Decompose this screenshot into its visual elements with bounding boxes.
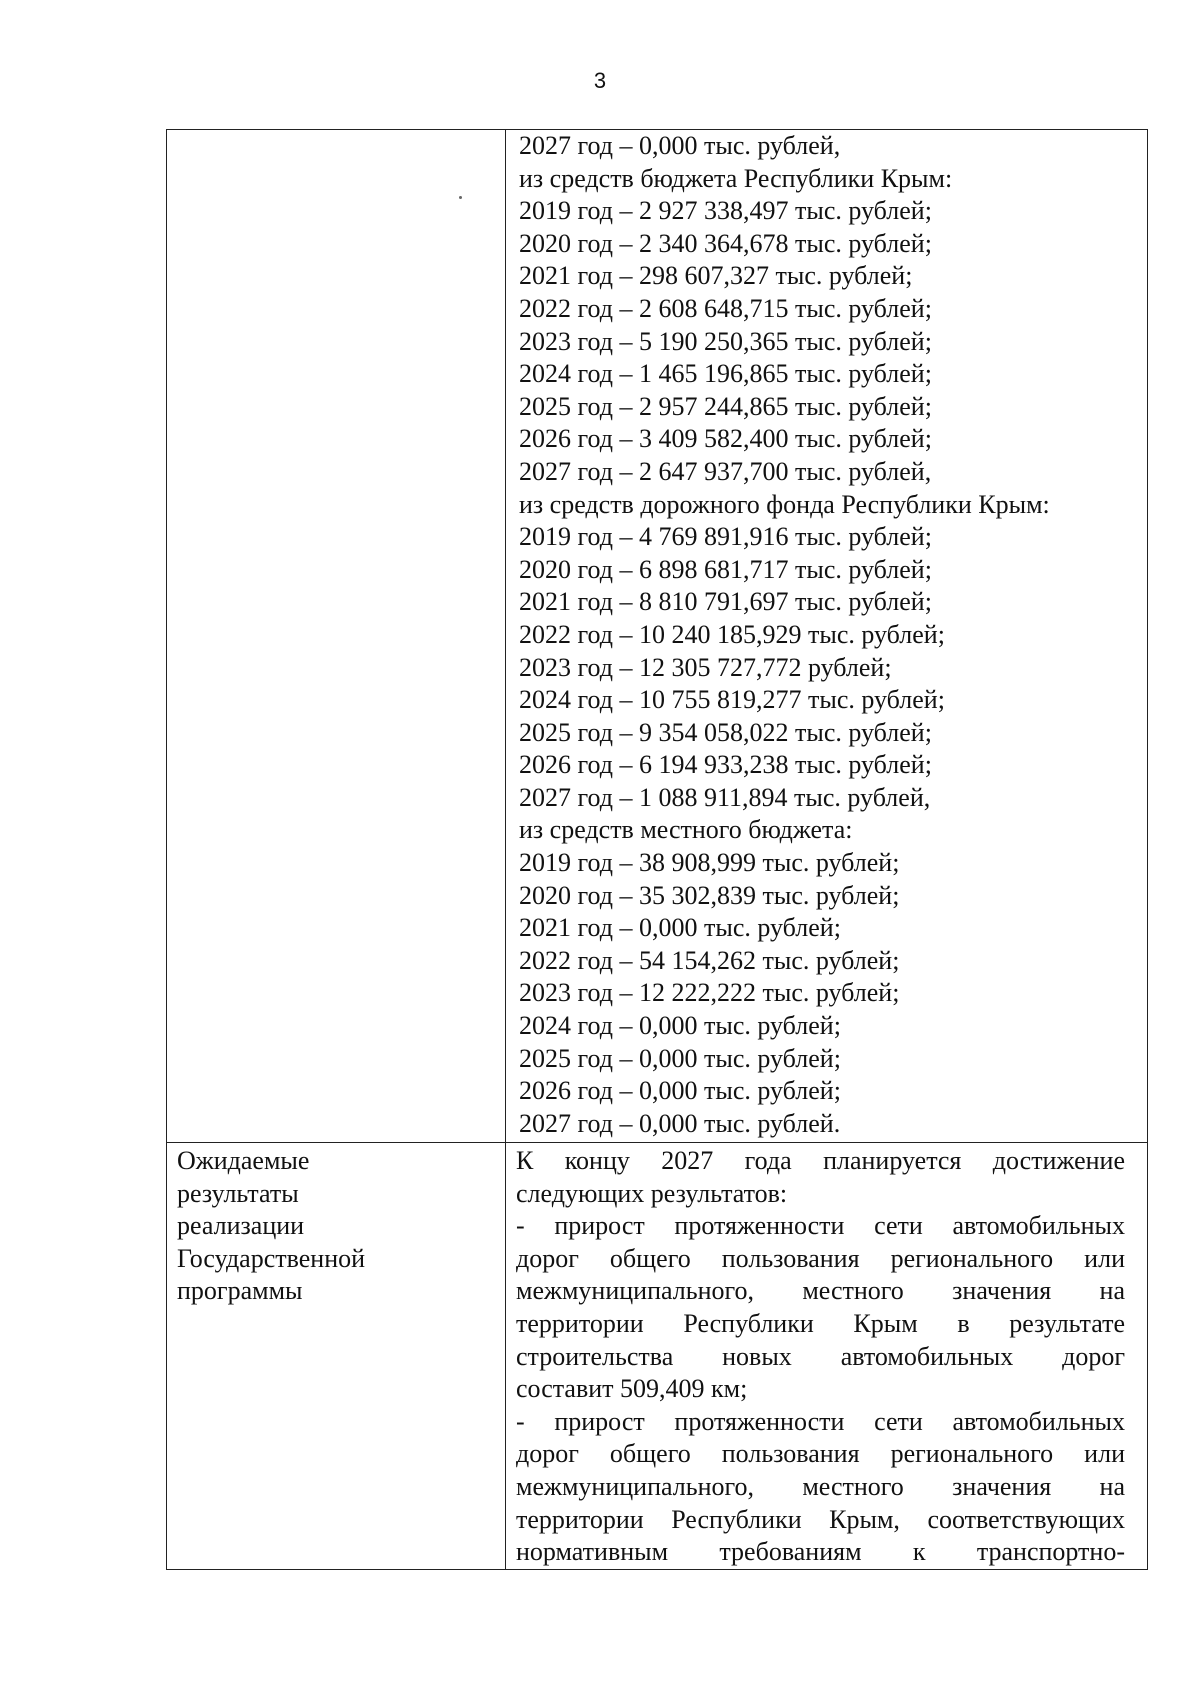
- expected-results-text: [516, 1145, 1125, 1569]
- text-line: из средств дорожного фонда Республики Крым:: [519, 489, 1050, 519]
- passport-table: [166, 129, 1148, 1570]
- text-line: 2025 год – 2 957 244,865 тыс. рублей;: [519, 391, 932, 421]
- text-line: 2024 год – 10 755 819,277 тыс. рублей;: [519, 685, 945, 715]
- expected-results-text-cell: [506, 1143, 1148, 1570]
- page-number: 3: [593, 68, 607, 93]
- text-line: межмуниципального, местного значения на: [516, 1276, 1125, 1306]
- funding-text-cell: [506, 130, 1148, 1143]
- text-line: программы: [177, 1276, 303, 1306]
- text-line: нормативным требованиям к транспортно-: [516, 1537, 1125, 1567]
- text-line: 2027 год – 0,000 тыс. рублей.: [519, 1108, 841, 1138]
- text-line: 2019 год – 38 908,999 тыс. рублей;: [519, 848, 900, 878]
- text-line: дорог общего пользования регионального или: [516, 1439, 1125, 1469]
- text-line: из средств местного бюджета:: [519, 815, 853, 845]
- text-line: строительства новых автомобильных дорог: [516, 1341, 1125, 1371]
- text-line: территории Республики Крым в результате: [516, 1308, 1125, 1338]
- text-line: 2021 год – 0,000 тыс. рублей;: [519, 913, 841, 943]
- text-line: 2022 год – 2 608 648,715 тыс. рублей;: [519, 293, 932, 323]
- text-line: 2023 год – 12 305 727,772 рублей;: [519, 652, 892, 682]
- text-line: из средств бюджета Республики Крым:: [519, 163, 953, 193]
- text-line: 2020 год – 6 898 681,717 тыс. рублей;: [519, 554, 932, 584]
- text-line: 2024 год – 1 465 196,865 тыс. рублей;: [519, 359, 932, 389]
- text-line: 2026 год – 6 194 933,238 тыс. рублей;: [519, 750, 932, 780]
- text-line: 2027 год – 0,000 тыс. рублей,: [519, 131, 841, 160]
- text-line: - прирост протяженности сети автомобильных: [516, 1406, 1125, 1436]
- text-line: территории Республики Крым, соответствующих: [516, 1504, 1125, 1534]
- text-line: 2022 год – 10 240 185,929 тыс. рублей;: [519, 619, 945, 649]
- text-line: составит 509,409 км;: [516, 1374, 748, 1404]
- text-line: дорог общего пользования регионального или: [516, 1243, 1125, 1273]
- text-line: 2026 год – 0,000 тыс. рублей;: [519, 1076, 841, 1106]
- text-line: 2026 год – 3 409 582,400 тыс. рублей;: [519, 424, 932, 454]
- text-line: 2019 год – 2 927 338,497 тыс. рублей;: [519, 196, 932, 226]
- text-line: реализации: [177, 1211, 305, 1241]
- text-line: 2023 год – 12 222,222 тыс. рублей;: [519, 978, 900, 1008]
- expected-results-row: [167, 1143, 1148, 1570]
- text-line: 2024 год – 0,000 тыс. рублей;: [519, 1011, 841, 1041]
- text-line: 2019 год – 4 769 891,916 тыс. рублей;: [519, 522, 932, 552]
- text-line: 2027 год – 1 088 911,894 тыс. рублей,: [519, 782, 931, 812]
- text-line: 2020 год – 35 302,839 тыс. рублей;: [519, 880, 900, 910]
- text-line: 2020 год – 2 340 364,678 тыс. рублей;: [519, 228, 932, 258]
- text-line: 2027 год – 2 647 937,700 тыс. рублей,: [519, 456, 932, 486]
- text-line: 2021 год – 298 607,327 тыс. рублей;: [519, 261, 913, 291]
- text-line: К концу 2027 года планируется достижение: [516, 1146, 1125, 1175]
- text-line: межмуниципального, местного значения на: [516, 1471, 1125, 1501]
- text-line: Ожидаемые: [177, 1146, 310, 1175]
- funding-row: [167, 130, 1148, 1143]
- funding-lines: [519, 130, 1147, 1140]
- text-line: 2025 год – 0,000 тыс. рублей;: [519, 1043, 841, 1073]
- text-line: следующих результатов:: [516, 1178, 788, 1208]
- text-line: Государственной: [177, 1243, 366, 1273]
- expected-results-label: [177, 1145, 505, 1308]
- text-line: 2021 год – 8 810 791,697 тыс. рублей;: [519, 587, 932, 617]
- expected-results-label-cell: [167, 1143, 506, 1570]
- text-line: результаты: [177, 1178, 299, 1208]
- funding-label-cell: [167, 130, 506, 1143]
- text-line: 2022 год – 54 154,262 тыс. рублей;: [519, 945, 900, 975]
- text-line: 2023 год – 5 190 250,365 тыс. рублей;: [519, 326, 932, 356]
- text-line: - прирост протяженности сети автомобильных: [516, 1211, 1125, 1241]
- text-line: 2025 год – 9 354 058,022 тыс. рублей;: [519, 717, 932, 747]
